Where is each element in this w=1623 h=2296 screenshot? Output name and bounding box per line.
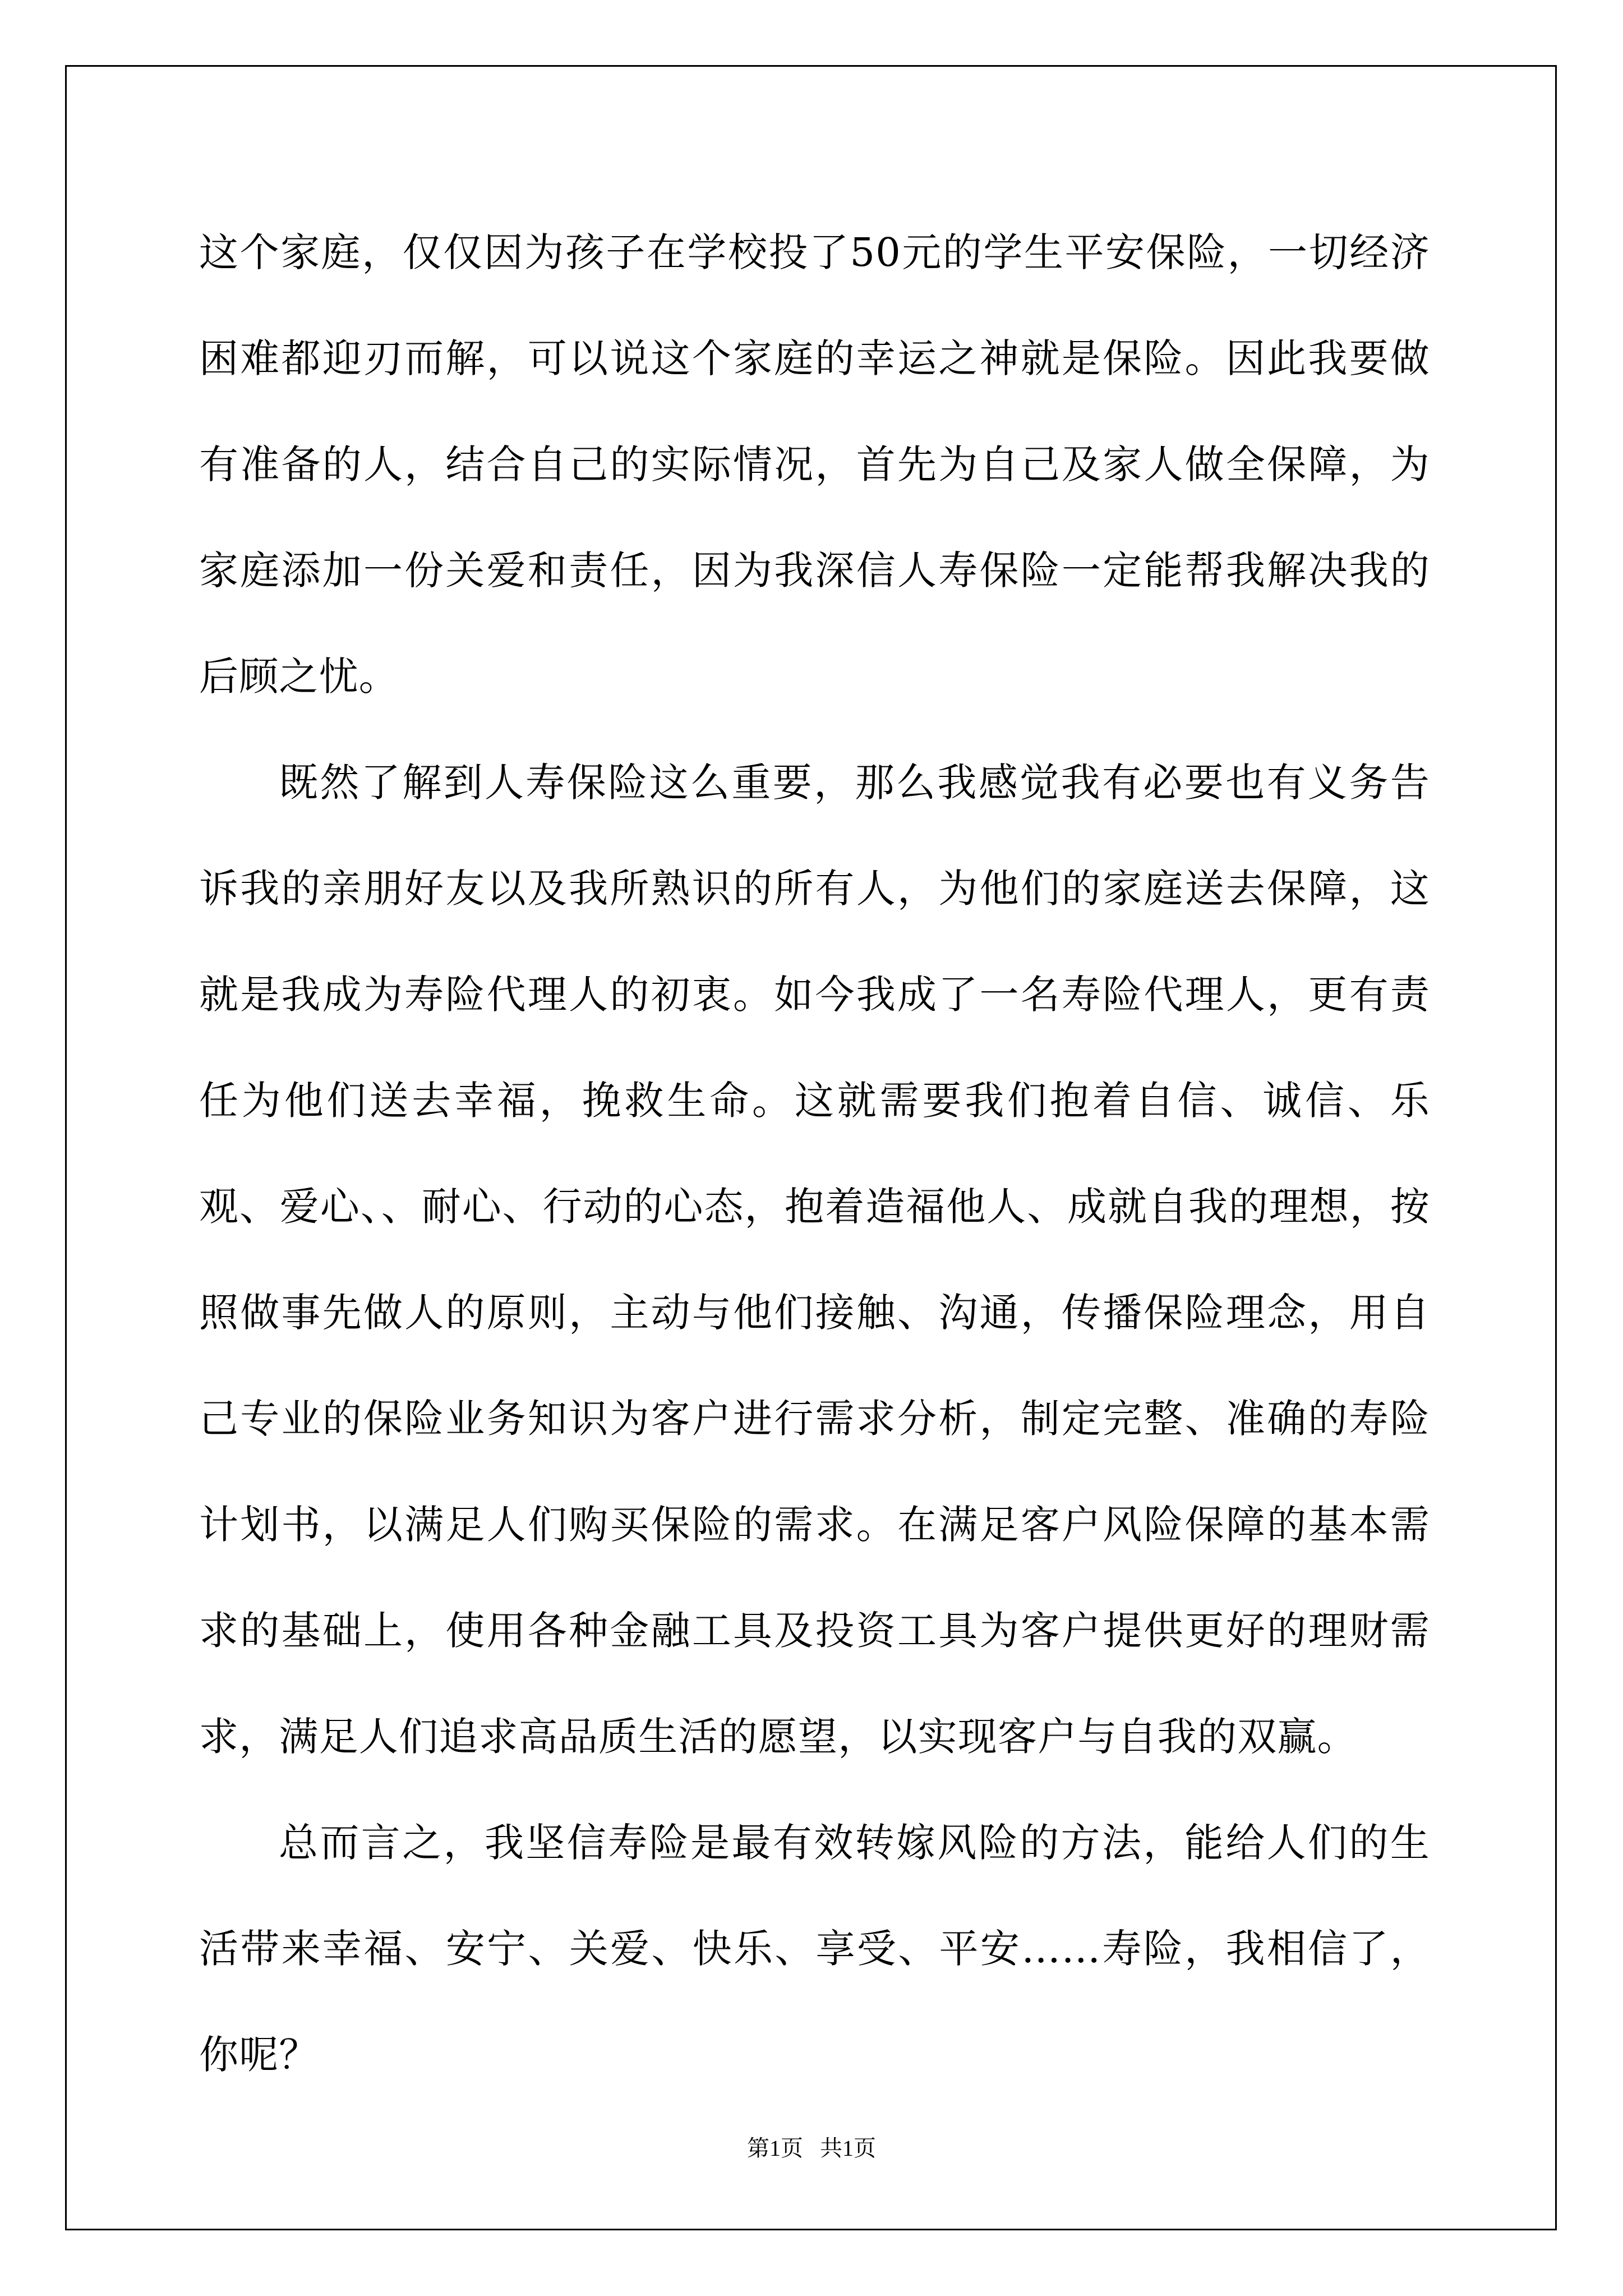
document-body <box>199 200 1430 2108</box>
page-number-footer: 第1页 共1页 <box>747 2136 876 2161</box>
paragraph-1: 这个家庭，仅仅因为孩子在学校投了50元的学生平安保险，一切经济困难都迎刃而解，可以说这个家庭的幸运之神就是保险。因此我要做有准备的人，结合自己的实际情况，首先为自己及家人做全保障，为家庭添加一份关爱和责任，因为我深信人寿保险一定能帮我解决我的后顾之忧。 <box>199 229 1430 700</box>
paragraph-3: 总而言之，我坚信寿险是最有效转嫁风险的方法，能给人们的生活带来幸福、安宁、关爱、快乐、享受、平安……寿险，我相信了，你呢？ <box>199 1820 1430 2078</box>
paragraph-2: 既然了解到人寿保险这么重要，那么我感觉我有必要也有义务告诉我的亲朋好友以及我所熟识的所有人，为他们的家庭送去保障，这就是我成为寿险代理人的初衷。如今我成了一名寿险代理人，更有责任为他们送去幸福，挽救生命。这就需要我们抱着自信、诚信、乐观、爱心、、耐心、行动的心态，抱着造福他人、成就自我的理想，按照做事先做人的原则，主动与他们接触、沟通，传播保险理念，用自己专业的保险业务知识为客户进行需求分析，制定完整、准确的寿险计划书，以满足人们购买保险的需求。在满足客户风险保障的基本需求的基础上，使用各种金融工具及投资工具为客户提供更好的理财需求，满足人们追求高品质生活的愿望，以实现客户与自我的双赢。 <box>199 760 1430 1760</box>
